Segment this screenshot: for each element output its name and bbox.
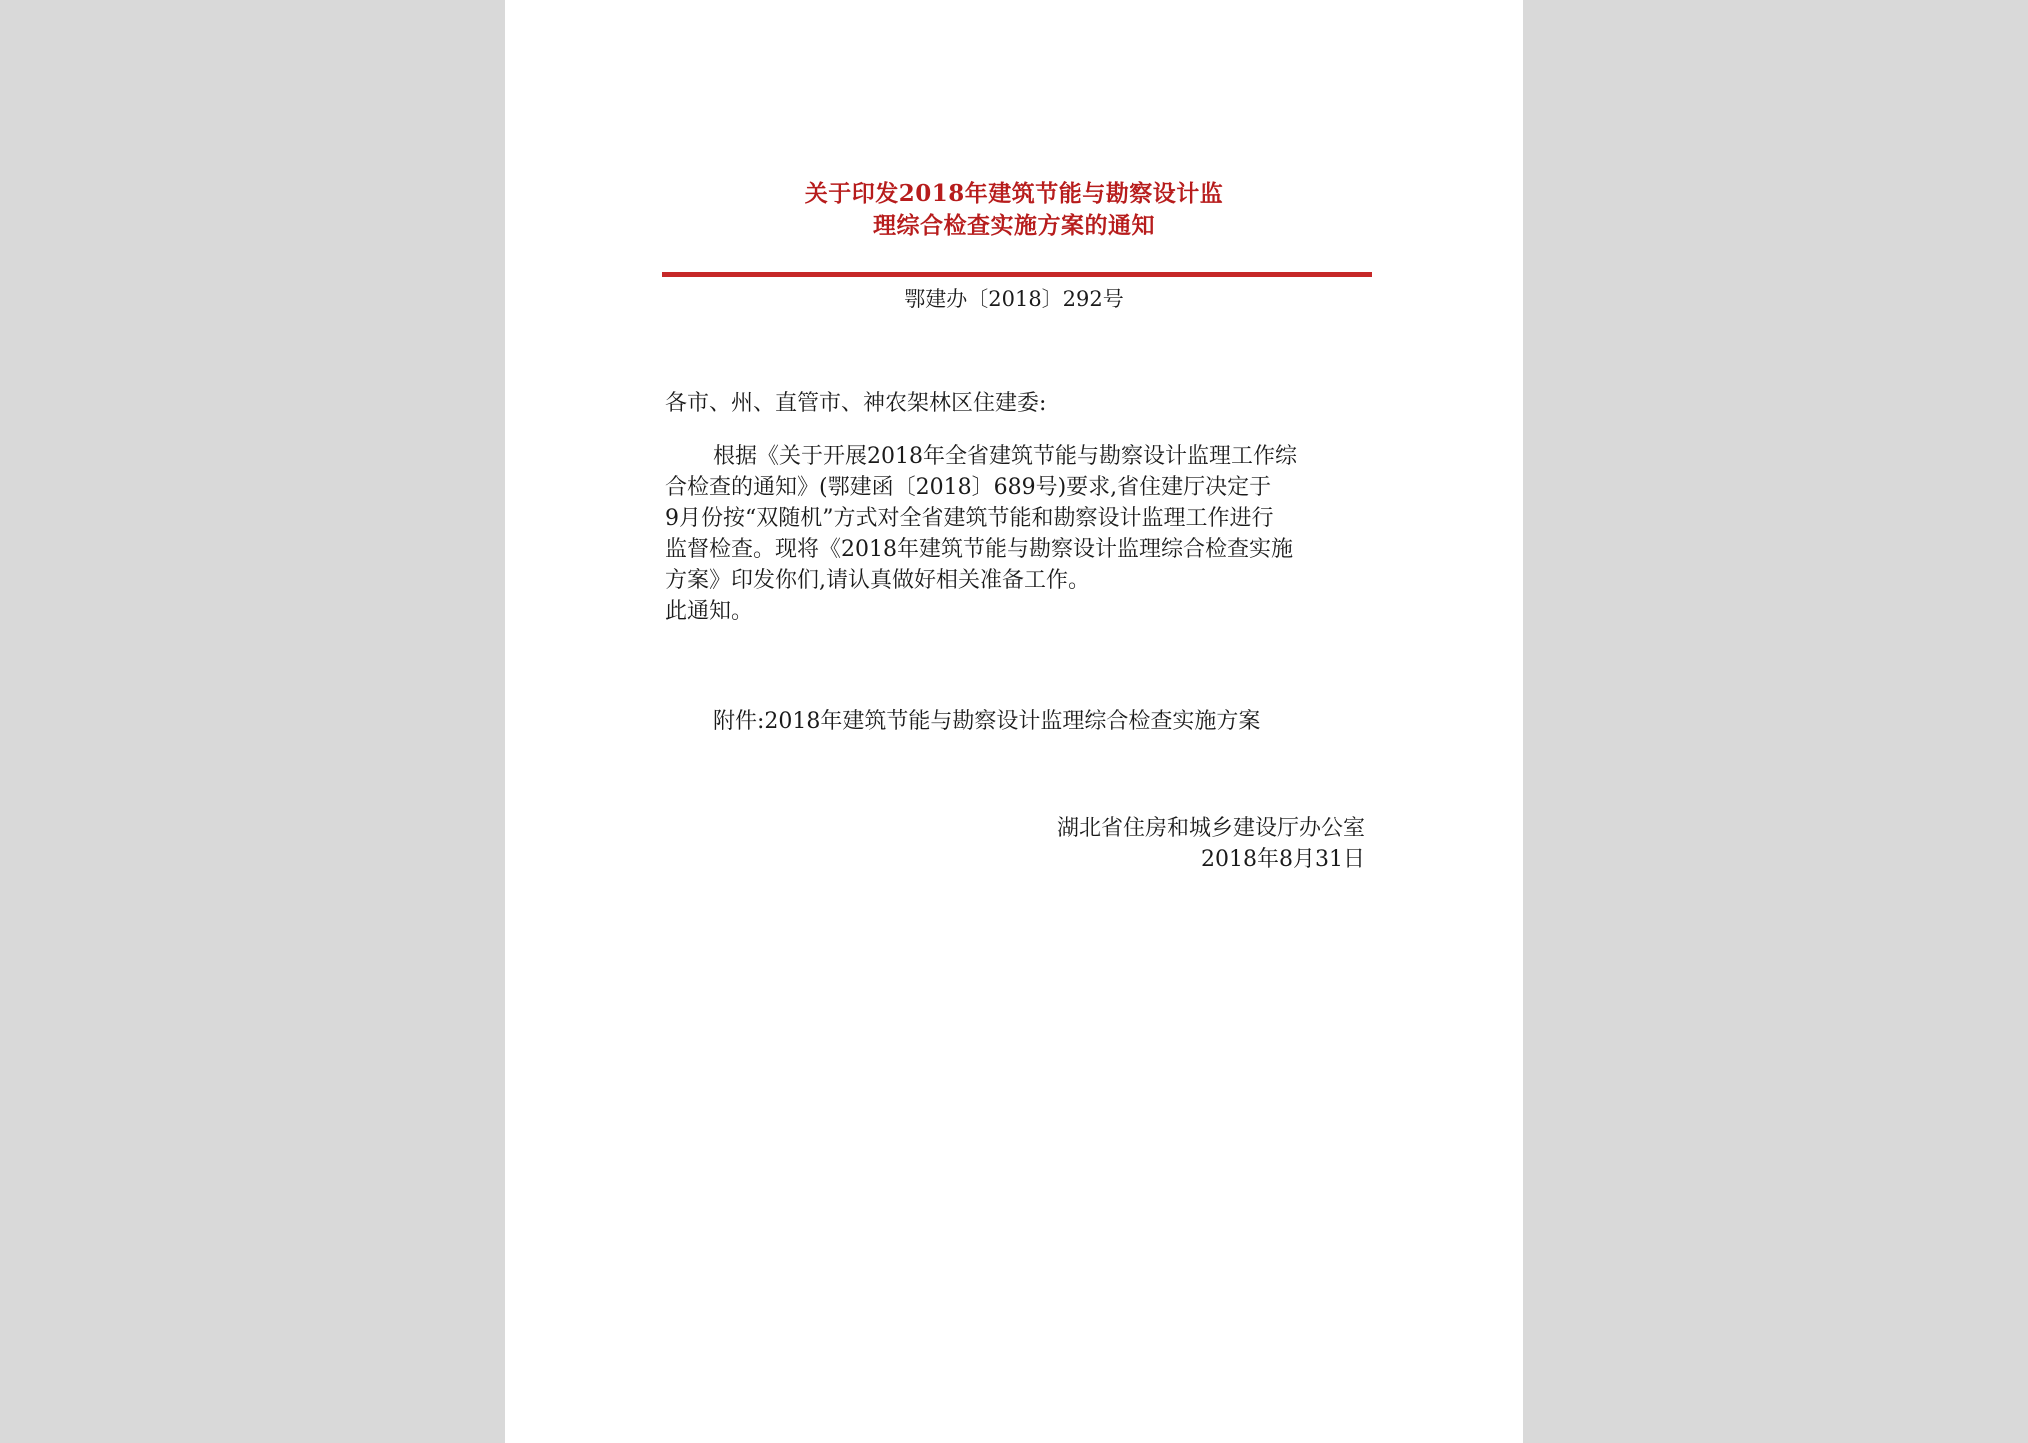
document-title-line-2: 理综合检查实施方案的通知 [873, 212, 1155, 239]
document-page [505, 0, 1523, 1443]
body-line-5: 方案》印发你们,请认真做好相关准备工作。 [665, 568, 1090, 593]
addressee: 各市、州、直管市、神农架林区住建委: [665, 391, 1047, 416]
attachment-line: 附件:2018年建筑节能与勘察设计监理综合检查实施方案 [713, 709, 1261, 734]
body-line-1: 根据《关于开展2018年全省建筑节能与勘察设计监理工作综 [713, 444, 1297, 469]
red-header-rule [662, 272, 1372, 277]
body-line-3: 9月份按“双随机”方式对全省建筑节能和勘察设计监理工作进行 [665, 506, 1274, 531]
body-line-2: 合检查的通知》(鄂建函〔2018〕689号)要求,省住建厅决定于 [665, 475, 1272, 500]
issuer-name: 湖北省住房和城乡建设厅办公室 [1056, 816, 1365, 841]
document-title-line-1: 关于印发2018年建筑节能与勘察设计监 [804, 180, 1224, 207]
issue-date: 2018年8月31日 [1201, 847, 1365, 872]
closing-line: 此通知。 [665, 599, 754, 624]
body-line-4: 监督检查。现将《2018年建筑节能与勘察设计监理综合检查实施 [665, 537, 1293, 562]
document-number: 鄂建办〔2018〕292号 [904, 287, 1124, 311]
